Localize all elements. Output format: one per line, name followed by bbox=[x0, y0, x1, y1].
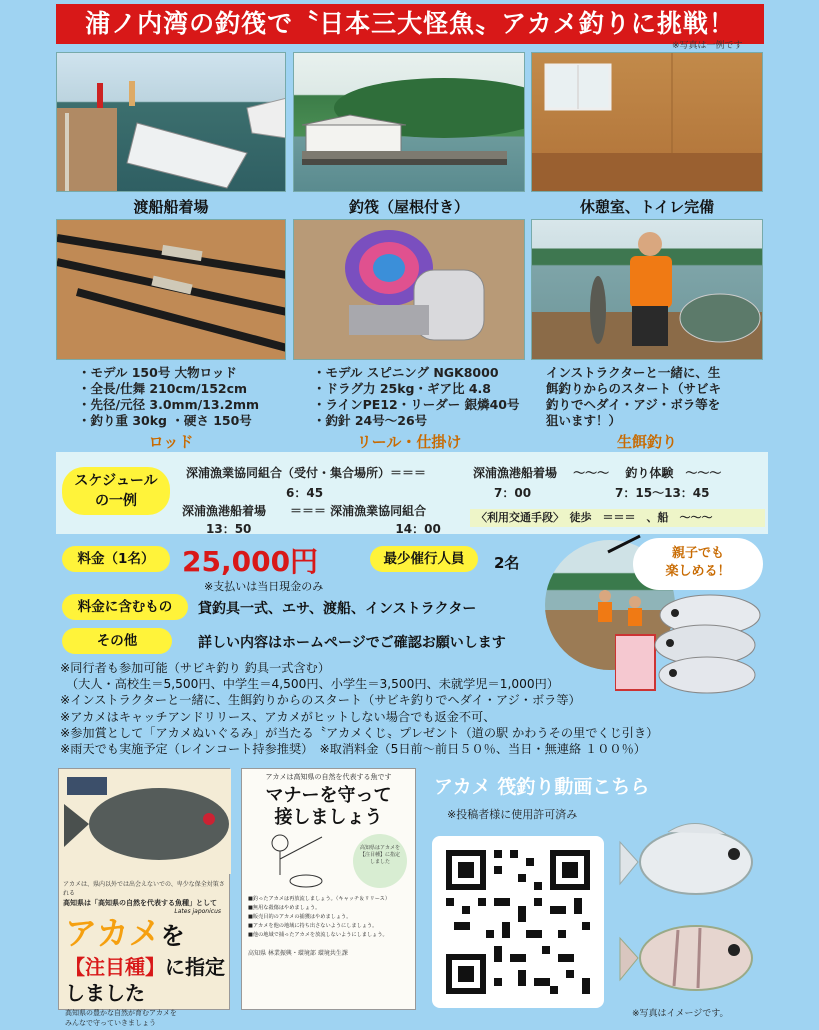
schedule-line-2: 深浦漁港船着場 ＝＝＝ 深浦漁業協同組合 bbox=[182, 504, 427, 518]
family-bubble-line: 親子でも bbox=[671, 546, 724, 561]
photo-note: ※写真は一例です bbox=[672, 41, 743, 51]
poster2-rule: ■アカメを他の地域に持ち出さないようにしましょう。 bbox=[248, 923, 378, 929]
bait-spec-line: 釣りでヘダイ・アジ・ボラ等を bbox=[546, 397, 721, 412]
pier-photo bbox=[56, 52, 286, 192]
poster1-footer: 高知県の豊かな自然が育むアカメを みんなで守っていきましょう bbox=[65, 1009, 177, 1027]
reel-specs bbox=[313, 365, 528, 429]
note-line: ※雨天でも実施予定（レインコート持参推奨） ※取消料金（5日前～前日５０％、当日・無連絡 １００％） bbox=[60, 742, 646, 757]
fee-note: ※支払いは当日現金のみ bbox=[204, 580, 324, 593]
fee-pill: 料金（1名） bbox=[62, 546, 170, 572]
note-line: （大人・高校生＝5,500円、中学生＝4,500円、小学生＝3,500円、未就学児＝1,000円） bbox=[66, 677, 559, 692]
schedule-pill bbox=[62, 467, 170, 515]
poster1-top: アカメは、県内以外では出会えないでの、卑少な保全対策される bbox=[63, 881, 225, 897]
caption-raft: 釣筏（屋根付き） bbox=[348, 198, 469, 216]
plush-fish-white-icon bbox=[618, 814, 758, 906]
schedule-pill-line: の一例 bbox=[95, 493, 137, 509]
rod-spec-line: ・釣り重 30kg ・硬さ 150号 bbox=[78, 413, 252, 428]
rod-spec-line: ・先径/元径 3.0mm/13.2mm bbox=[78, 397, 260, 412]
poster2-illustration bbox=[242, 829, 415, 893]
poster2-rules bbox=[242, 893, 415, 942]
rod-specs bbox=[78, 365, 292, 429]
bait-spec-line: 狙います！） bbox=[546, 413, 622, 428]
reel-spec-line: ・ラインPE12・リーダー 銀燐40号 bbox=[313, 397, 520, 412]
poster1-title-3: しました bbox=[65, 981, 145, 1005]
schedule-pill-line: スケジュール bbox=[74, 473, 158, 489]
rod-spec-line: ・全長/仕舞 210cm/152cm bbox=[78, 381, 248, 396]
poster2-rule: ■販売目的のアカメの捕獲はやめましょう。 bbox=[248, 914, 352, 920]
poster-manners bbox=[241, 768, 416, 1010]
schedule-time-1: 6：45 bbox=[286, 486, 324, 500]
video-note: ※投稿者様に使用許可済み bbox=[447, 808, 578, 821]
reel-spec-line: ・ドラグ力 25kg・ギア比 4.8 bbox=[313, 381, 492, 396]
family-bubble-line: 楽しめる！ bbox=[665, 564, 731, 579]
caption-pier: 渡船船着場 bbox=[133, 198, 209, 216]
poster1-title-part: を bbox=[160, 921, 185, 950]
family-bubble bbox=[633, 538, 763, 590]
other-pill: その他 bbox=[62, 628, 172, 654]
image-note: ※写真はイメージです。 bbox=[632, 1009, 729, 1019]
note-line: ※参加賞として「アカメぬいぐるみ」が当たる〝アカメくじ〟プレゼント（道の駅 かわうその里でくじ引き） bbox=[60, 725, 659, 740]
bait-fishing-photo bbox=[531, 219, 763, 360]
fee-price: 25,000円 bbox=[182, 545, 319, 578]
included-value: 貸釣具一式、エサ、渡船、インストラクター bbox=[198, 601, 477, 617]
poster2-badge: 高知県はアカメを【注目種】に指定しました bbox=[353, 834, 407, 888]
other-value: 詳しい内容はホームページでご確認お願いします bbox=[198, 635, 506, 651]
bait-spec-line: インストラクターと一緒に、生 bbox=[546, 365, 721, 380]
reel-spec-line: ・釣針 24号～26号 bbox=[313, 413, 428, 428]
poster2-title-2: 接しましょう bbox=[274, 807, 383, 828]
page-title: 浦ノ内湾の釣筏で〝日本三大怪魚〟アカメ釣りに挑戦！ bbox=[56, 4, 764, 44]
schedule-line-1: 深浦漁業協同組合（受付・集合場所）＝＝＝ bbox=[186, 466, 427, 480]
reel-photo bbox=[293, 219, 525, 360]
poster1-title-part: アカメ bbox=[65, 914, 161, 952]
bait-label: 生餌釣り bbox=[616, 433, 677, 451]
bubble-accent bbox=[600, 530, 650, 560]
poster2-rule: ■他の地域で捕ったアカメを放流しないようにしましょう。 bbox=[248, 932, 388, 938]
raft-photo bbox=[293, 52, 525, 192]
rod-photo bbox=[56, 219, 286, 360]
poster1-banner: 高知県は「高知県の自然を代表する魚種」として bbox=[63, 899, 217, 907]
note-line: ※インストラクターと一緒に、生餌釣りからのスタート（サビキ釣りでヘダイ・アジ・ボラ等） bbox=[60, 693, 581, 708]
schedule-time-3: 7：00 7：15～13：45 bbox=[494, 486, 710, 500]
included-pill: 料金に含むもの bbox=[62, 594, 188, 620]
note-line: ※アカメはキャッチアンドリリース、アカメがヒットしない場合でも返金不可、 bbox=[60, 709, 496, 724]
caption-rest-room: 休憩室、トイレ完備 bbox=[579, 198, 715, 216]
schedule-time-2: 13：50 14：00 bbox=[206, 522, 441, 536]
bait-spec-line: 餌釣りからのスタート（サビキ bbox=[546, 381, 722, 396]
transport-note: 〈利用交通手段〉 徒歩 ＝＝＝ 、船 ～～～ bbox=[470, 509, 765, 527]
poster1-title-2 bbox=[59, 954, 229, 980]
notes-list bbox=[60, 660, 659, 757]
poster2-top: アカメは高知県の自然を代表する魚です bbox=[265, 773, 392, 781]
bait-specs bbox=[546, 365, 768, 429]
qr-code-icon bbox=[432, 836, 604, 1008]
akame-fish-icon bbox=[59, 769, 231, 874]
plush-fish-striped-icon bbox=[618, 910, 758, 1002]
plush-fish-icon bbox=[615, 585, 765, 695]
reel-spec-line: ・モデル スピニング NGK8000 bbox=[313, 365, 499, 380]
poster1-title bbox=[59, 915, 229, 954]
poster-designated-species bbox=[58, 768, 230, 1027]
angler-illustration-icon bbox=[250, 831, 330, 891]
schedule-line-3: 深浦漁港船着場 ～～～ 釣り体験 ～～～ bbox=[473, 466, 722, 480]
poster2-rule: ■釣ったアカメは再放流しましょう。（キャッチ＆リリース） bbox=[248, 896, 391, 902]
poster1-title-part: 【注目種】 bbox=[65, 955, 165, 979]
poster1-title-part: に指定 bbox=[165, 955, 225, 979]
note-line: ※同行者も参加可能（サビキ釣り 釣具一式含む） bbox=[60, 661, 331, 675]
video-title[interactable]: アカメ 筏釣り動画こちら bbox=[434, 776, 650, 798]
poster2-footer: 高知県 林業振興・環境部 環境共生課 bbox=[248, 950, 348, 957]
poster2-rule: ■無用な殺傷はやめましょう。 bbox=[248, 905, 321, 911]
rod-spec-line: ・モデル 150号 大物ロッド bbox=[78, 365, 237, 380]
rest-room-photo bbox=[531, 52, 763, 192]
qr-code[interactable] bbox=[432, 836, 604, 1008]
rod-label: ロッド bbox=[148, 433, 194, 451]
reel-label: リール・仕掛け bbox=[356, 433, 462, 451]
poster2-title-1: マナーを守って bbox=[265, 785, 392, 806]
min-people-pill: 最少催行人員 bbox=[370, 546, 478, 572]
min-people-value: 2名 bbox=[494, 554, 520, 572]
poster1-latin: Lates japonicus bbox=[174, 908, 221, 915]
